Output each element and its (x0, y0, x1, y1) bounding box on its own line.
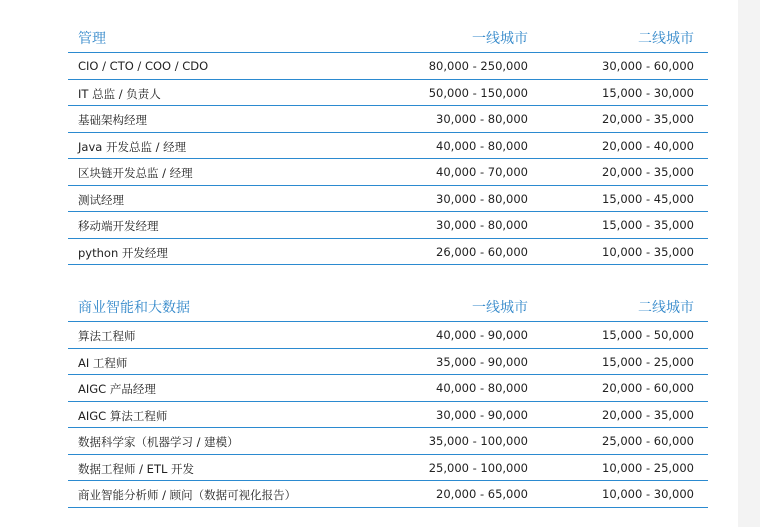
table-row (68, 239, 708, 266)
tier2-salary-cell: 15,000 - 30,000 (602, 85, 694, 100)
tier2-salary-cell: 20,000 - 60,000 (602, 381, 694, 395)
tier1-salary-cell: 30,000 - 90,000 (436, 407, 528, 422)
tier1-salary-cell: 80,000 - 250,000 (428, 59, 528, 73)
tier1-salary-cell: 25,000 - 100,000 (428, 460, 528, 475)
tier1-salary-cell: 30,000 - 80,000 (436, 112, 528, 126)
tier2-salary-cell: 15,000 - 25,000 (602, 354, 694, 369)
tier1-heading: 一线城市 (472, 31, 528, 47)
role-cell: AI 工程师 (78, 355, 128, 370)
management-salary-table (68, 22, 708, 265)
role-cell: 区块链开发总监 / 经理 (78, 166, 193, 180)
role-cell: AIGC 算法工程师 (78, 408, 168, 423)
category-heading: 商业智能和大数据 (78, 300, 190, 316)
tier2-salary-cell: 20,000 - 35,000 (602, 407, 694, 422)
table-row (68, 322, 708, 349)
tier2-salary-cell: 30,000 - 60,000 (602, 59, 694, 73)
tier2-salary-cell: 20,000 - 40,000 (602, 138, 694, 153)
tier2-heading: 二线城市 (638, 300, 694, 316)
table-header (68, 291, 708, 322)
tier2-salary-cell: 15,000 - 35,000 (602, 218, 694, 232)
tier2-salary-cell: 10,000 - 30,000 (602, 487, 694, 501)
tier1-salary-cell: 40,000 - 90,000 (436, 328, 528, 342)
page-edge-strip (738, 0, 760, 527)
table-header (68, 22, 708, 53)
role-cell: 测试经理 (78, 192, 124, 207)
tier1-salary-cell: 35,000 - 100,000 (428, 434, 528, 448)
tier2-salary-cell: 25,000 - 60,000 (602, 434, 694, 448)
tier1-salary-cell: 20,000 - 65,000 (436, 487, 528, 501)
role-cell: 数据工程师 / ETL 开发 (78, 461, 195, 476)
tier1-heading: 一线城市 (472, 300, 528, 316)
tier2-salary-cell: 10,000 - 35,000 (602, 244, 694, 259)
table-row (68, 80, 708, 107)
tier1-salary-cell: 35,000 - 90,000 (436, 354, 528, 369)
role-cell: CIO / CTO / COO / CDO (78, 59, 209, 73)
tier1-salary-cell: 30,000 - 80,000 (436, 218, 528, 232)
tier2-heading: 二线城市 (638, 31, 694, 47)
table-row (68, 53, 708, 80)
role-cell: IT 总监 / 负责人 (78, 86, 161, 101)
tier2-salary-cell: 15,000 - 50,000 (602, 328, 694, 342)
role-cell: 商业智能分析师 / 顾问（数据可视化报告） (78, 488, 297, 502)
role-cell: 基础架构经理 (78, 113, 147, 127)
tier2-salary-cell: 15,000 - 45,000 (602, 191, 694, 206)
table-row (68, 186, 708, 213)
bi-bigdata-salary-table (68, 291, 708, 508)
role-cell: python 开发经理 (78, 245, 168, 260)
table-row (68, 402, 708, 429)
tier1-salary-cell: 40,000 - 80,000 (436, 138, 528, 153)
role-cell: 数据科学家（机器学习 / 建模） (78, 435, 239, 449)
table-row (68, 481, 708, 508)
tier1-salary-cell: 30,000 - 80,000 (436, 191, 528, 206)
role-cell: Java 开发总监 / 经理 (78, 139, 187, 154)
tier1-salary-cell: 26,000 - 60,000 (436, 244, 528, 259)
table-row (68, 133, 708, 160)
tier2-salary-cell: 10,000 - 25,000 (602, 460, 694, 475)
tier1-salary-cell: 40,000 - 80,000 (436, 381, 528, 395)
tier2-salary-cell: 20,000 - 35,000 (602, 112, 694, 126)
table-row (68, 159, 708, 186)
table-row (68, 212, 708, 239)
tier2-salary-cell: 20,000 - 35,000 (602, 165, 694, 179)
tier1-salary-cell: 50,000 - 150,000 (428, 85, 528, 100)
role-cell: AIGC 产品经理 (78, 382, 156, 396)
role-cell: 算法工程师 (78, 329, 136, 343)
tier1-salary-cell: 40,000 - 70,000 (436, 165, 528, 179)
category-heading: 管理 (78, 31, 106, 47)
role-cell: 移动端开发经理 (78, 219, 159, 233)
table-row (68, 375, 708, 402)
table-row (68, 349, 708, 376)
table-row (68, 455, 708, 482)
table-row (68, 428, 708, 455)
table-row (68, 106, 708, 133)
